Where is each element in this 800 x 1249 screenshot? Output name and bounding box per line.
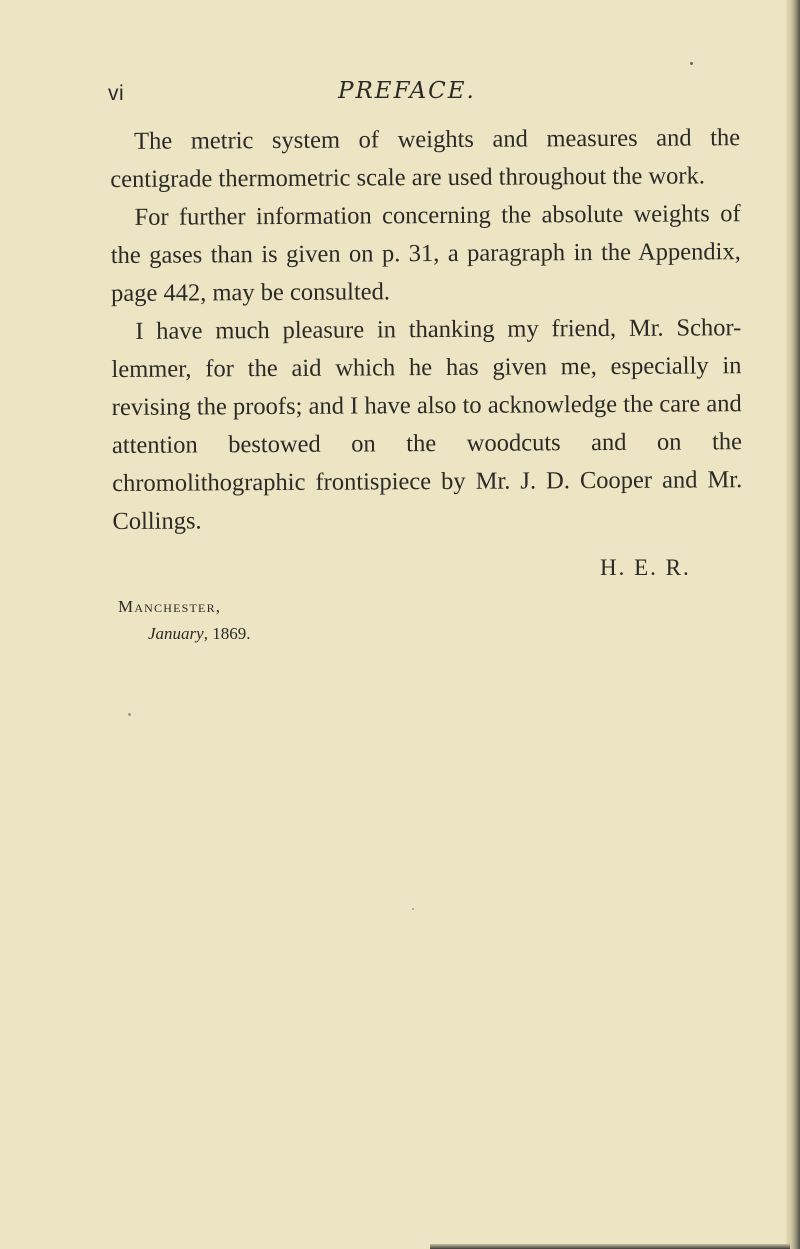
author-initials: H. E. R. [600,555,691,580]
place-line: Manchester, [118,597,222,616]
date-line: January, 1869. [148,624,251,643]
date-month: January [148,624,204,643]
running-title: PREFACE. [338,78,476,104]
date-year: 1869. [212,624,251,643]
paper-speck [412,908,414,910]
page-bottom-edge [430,1244,790,1249]
paper-speck [128,713,131,716]
paragraph-acknowledgements: I have much pleasure in thanking my friend, Mr. Schor-lemmer, for the aid which he has given me, especially in revising the proofs; and I have also to acknowledge the care and attention bestowed on the woodcuts and on the chromolithographic frontispiece by Mr. J. D. Cooper and Mr. Collings. [111,314,743,535]
page-number: vi [108,82,125,105]
paragraph-absolute-weights: For further information concerning the absolute weights of the gases than is given on p. 31, a paragraph in the Appendix, page 442, may be consulted. [110,200,741,307]
paper-speck [690,62,693,65]
preface-body [110,119,743,541]
running-head [108,78,728,110]
page-binding-edge [786,0,800,1249]
paragraph-metric-system: The metric system of weights and measures and the centigrade thermometric scale are used throughout the work. [110,124,741,193]
